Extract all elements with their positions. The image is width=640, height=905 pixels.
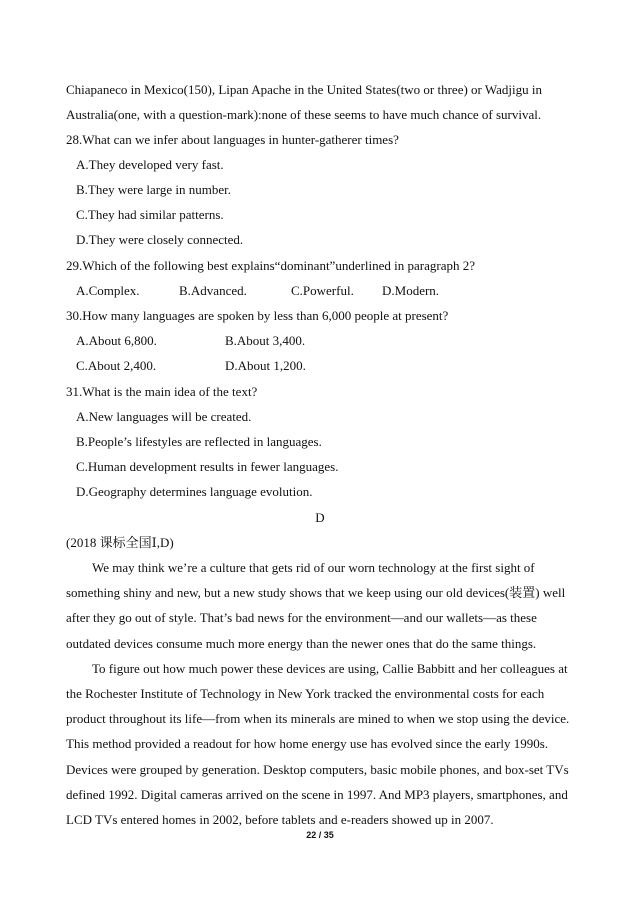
question-28-stem: 28.What can we infer about languages in hunter-gatherer times?: [66, 132, 399, 147]
passage-d-paragraph-1: We may think we’re a culture that gets rid of our worn technology at the first sight of something shiny and new, but a new study shows that we keep using our old devices(装置) well after they go out of style. That’s bad news for the environment—and our wallets—as these outdated devices consume much more energy than the newer ones that do the same things.: [66, 560, 566, 651]
passage-c-line-2: Australia(one, with a question-mark):none of these seems to have much chance of survival.: [66, 107, 542, 122]
section-source: (2018 课标全国Ⅰ,D): [66, 535, 174, 550]
section-heading: D: [315, 510, 325, 525]
question-30-option-c: C.About 2,400.: [76, 358, 157, 373]
question-31-stem: 31.What is the main idea of the text?: [66, 384, 258, 399]
question-29-option-d: D.Modern.: [382, 283, 440, 298]
question-30-stem: 30.How many languages are spoken by less than 6,000 people at present?: [66, 308, 449, 323]
page-number: 22 / 35: [306, 830, 334, 840]
passage-c-line-1: Chiapaneco in Mexico(150), Lipan Apache in the United States(two or three) or Wadjigu in: [66, 82, 542, 97]
question-31-option-c: C.Human development results in fewer languages.: [76, 459, 339, 474]
question-31-option-d: D.Geography determines language evolution.: [76, 484, 313, 499]
question-28-option-a: A.They developed very fast.: [76, 157, 224, 172]
question-28-option-b: B.They were large in number.: [76, 182, 231, 197]
question-29-option-b: B.Advanced.: [179, 283, 247, 298]
question-28-option-d: D.They were closely connected.: [76, 232, 244, 247]
passage-d: [66, 555, 570, 832]
question-29-option-c: C.Powerful.: [291, 283, 354, 298]
passage-d-paragraph-2: To figure out how much power these devices are using, Callie Babbitt and her colleagues at the Rochester Institute of Technology in New York tracked the environmental costs for each product throughout its life—from when its minerals are mined to when we stop using the device. This method provided a readout for how home energy use has evolved since the early 1990s. Devices were grouped by generation. Desktop computers, basic mobile phones, and box-set TVs defined 1992. Digital cameras arrived on the scene in 1997. And MP3 players, smartphones, and LCD TVs entered homes in 2002, before tablets and e-readers showed up in 2007.: [66, 660, 570, 828]
question-30-option-d: D.About 1,200.: [225, 358, 306, 373]
question-30-option-a: A.About 6,800.: [76, 333, 157, 348]
question-29-stem: 29.Which of the following best explains“dominant”underlined in paragraph 2?: [66, 258, 476, 273]
question-28-option-c: C.They had similar patterns.: [76, 207, 224, 222]
question-29-option-a: A.Complex.: [76, 283, 140, 298]
question-31-option-a: A.New languages will be created.: [76, 409, 252, 424]
question-30-option-b: B.About 3,400.: [225, 333, 306, 348]
question-31-option-b: B.People’s lifestyles are reflected in languages.: [76, 434, 322, 449]
